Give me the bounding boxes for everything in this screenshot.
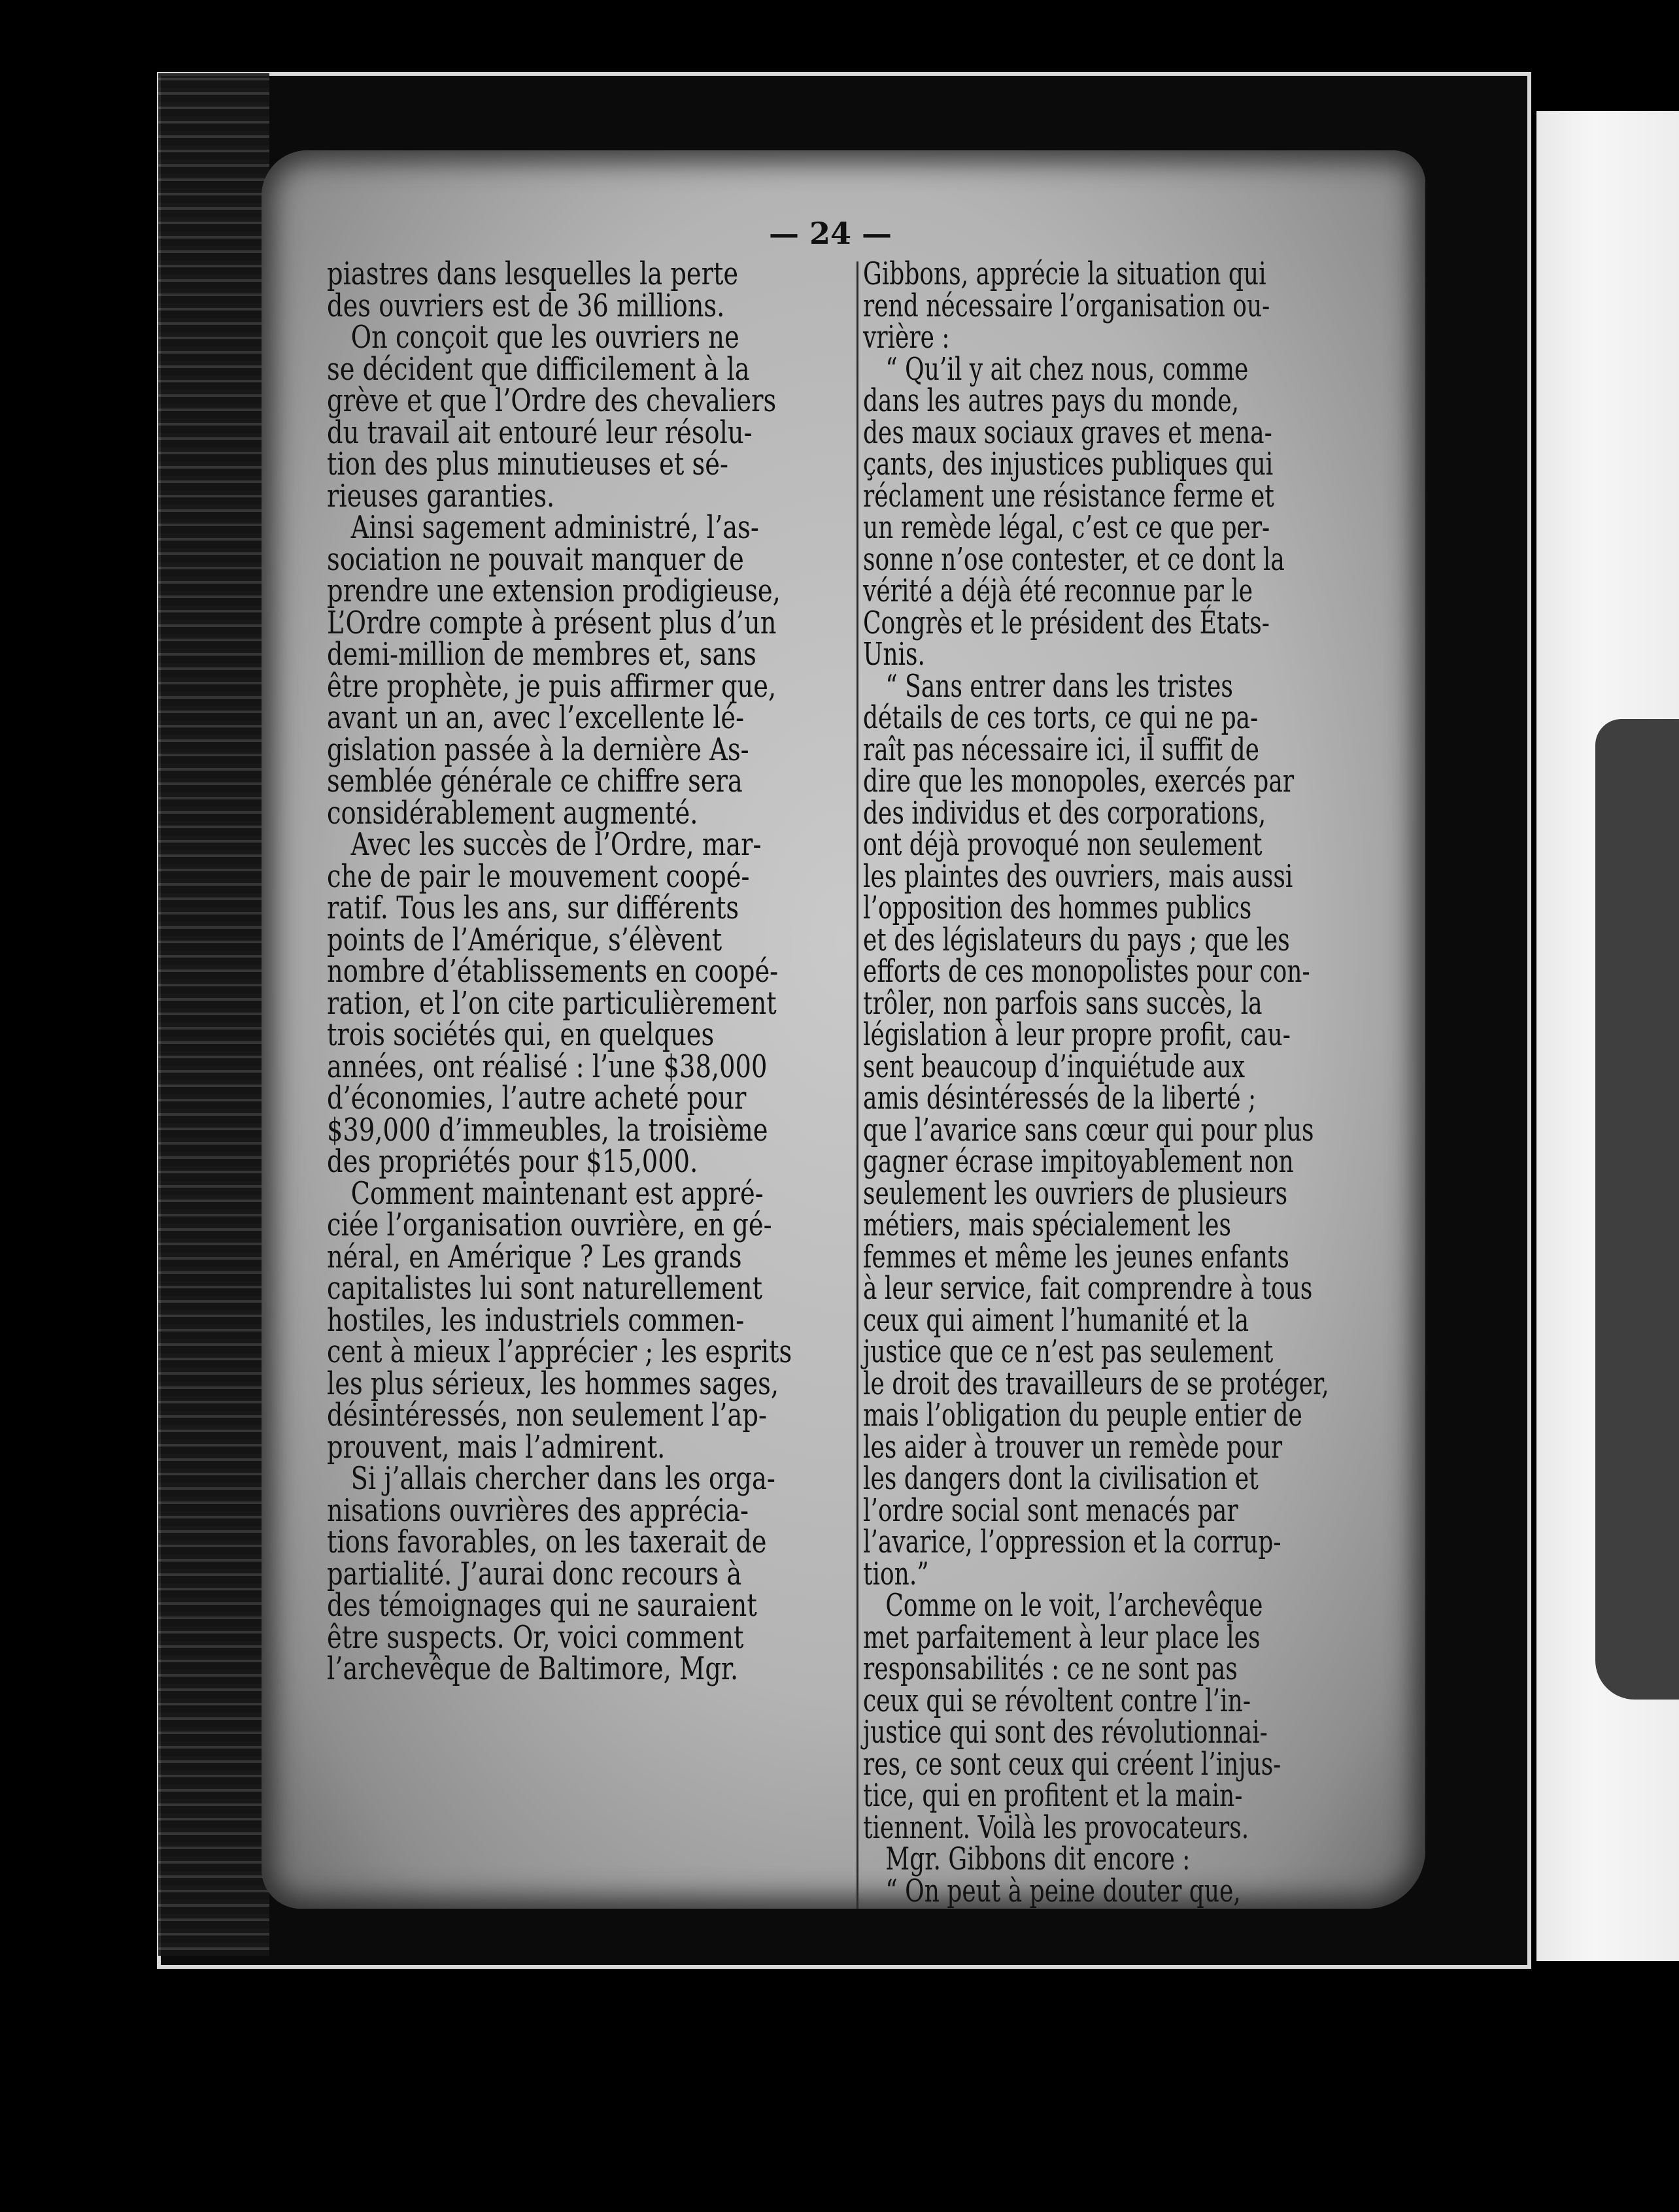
text-line: des témoignages qui ne sauraient (327, 1587, 757, 1624)
text-line: L’Ordre compte à présent plus d’un (327, 604, 777, 641)
text-line: des ouvriers est de 36 millions. (327, 287, 725, 324)
text-line: Comme on le voit, l’archevêque (863, 1587, 1263, 1624)
text-line: points de l’Amérique, s’élèvent (327, 921, 722, 958)
text-line: les aider à trouver un remède pour (863, 1428, 1283, 1466)
text-line: rend nécessaire l’organisation ou- (863, 287, 1270, 324)
text-line: désintéressés, non seulement l’ap- (327, 1397, 767, 1433)
text-line: trois sociétés qui, en quelques (327, 1016, 715, 1053)
text-line: On conçoit que les ouvriers ne (327, 319, 739, 356)
text-line: Comment maintenant est appré- (327, 1175, 764, 1212)
text-line: responsabilités : ce ne sont pas (863, 1651, 1238, 1687)
page-number: — 24 — (768, 216, 892, 251)
text-line: rieuses garanties. (327, 477, 555, 514)
text-line: efforts de ces monopolistes pour con- (863, 953, 1310, 990)
text-line: Gibbons, apprécie la situation qui (863, 256, 1266, 292)
text-line: vrière : (863, 319, 950, 356)
text-line: sent beaucoup d’inquiétude aux (863, 1048, 1246, 1085)
text-line: les plaintes des ouvriers, mais aussi (863, 858, 1293, 895)
text-line: ceux qui se révoltent contre l’in- (863, 1682, 1251, 1719)
text-line: tion.” (863, 1555, 929, 1592)
text-line: des propriétés pour $15,000. (327, 1143, 698, 1180)
right-column (863, 258, 1353, 1907)
text-line: piastres dans lesquelles la perte (327, 256, 739, 292)
text-line: néral, en Amérique ? Les grands (327, 1238, 742, 1275)
text-line: détails de ces torts, ce qui ne pa- (863, 699, 1259, 736)
text-line: justice qui sont des révolutionnai- (863, 1714, 1268, 1751)
text-line: amis désintéressés de la liberté ; (863, 1080, 1257, 1116)
text-line: les plus sérieux, les hommes sages, (327, 1365, 779, 1402)
text-line: Ainsi sagement administré, l’as- (327, 509, 759, 546)
text-line: ciée l’organisation ouvrière, en gé- (327, 1207, 772, 1243)
text-line: dire que les monopoles, exercés par (863, 763, 1295, 799)
text-line: çants, des injustices publiques qui (863, 446, 1274, 482)
text-line: du travail ait entouré leur résolu- (327, 414, 753, 451)
text-line: cent à mieux l’apprécier ; les esprits (327, 1333, 792, 1370)
text-line: tiennent. Voilà les provocateurs. (863, 1809, 1249, 1846)
text-line: tion des plus minutieuses et sé- (327, 446, 728, 482)
text-line: demi-million de membres et, sans (327, 636, 756, 673)
text-line: l’opposition des hommes publics (863, 890, 1252, 926)
text-line: dans les autres pays du monde, (863, 382, 1240, 419)
text-line: tions favorables, on les taxerait de (327, 1524, 767, 1560)
text-line: ration, et l’on cite particulièrement (327, 984, 777, 1022)
text-line: ceux qui aiment l’humanité et la (863, 1301, 1249, 1339)
text-line: $39,000 d’immeubles, la troisième (327, 1111, 768, 1148)
text-line: Unis. (863, 636, 925, 673)
text-line: et des législateurs du pays ; que les (863, 921, 1290, 958)
text-line: mais l’obligation du peuple entier de (863, 1397, 1302, 1433)
text-line: ratif. Tous les ans, sur différents (327, 890, 739, 926)
text-line: Avec les succès de l’Ordre, mar- (327, 826, 762, 863)
text-line: justice que ce n’est pas seulement (863, 1333, 1274, 1370)
text-line: l’ordre social sont menacés par (863, 1492, 1238, 1529)
text-line: le droit des travailleurs de se protéger, (863, 1365, 1329, 1402)
text-line: “ On peut à peine douter que, (863, 1872, 1241, 1909)
text-line: trôler, non parfois sans succès, la (863, 984, 1263, 1022)
text-line: sociation ne pouvait manquer de (327, 541, 744, 578)
text-line: vérité a déjà été reconnue par le (863, 573, 1253, 609)
text-line: l’archevêque de Baltimore, Mgr. (327, 1651, 739, 1687)
text-line: avant un an, avec l’excellente lé- (327, 699, 745, 736)
text-line: années, ont réalisé : l’une $38,000 (327, 1048, 768, 1085)
text-line: che de pair le mouvement coopé- (327, 858, 750, 895)
text-line: grève et que l’Ordre des chevaliers (327, 382, 777, 419)
text-line: “ Sans entrer dans les tristes (863, 667, 1233, 705)
text-line: à leur service, fait comprendre à tous (863, 1270, 1313, 1307)
text-line: res, ce sont ceux qui créent l’injus- (863, 1745, 1281, 1783)
text-line: métiers, mais spécialement les (863, 1207, 1231, 1243)
text-line: Mgr. Gibbons dit encore : (863, 1841, 1191, 1877)
left-column (327, 258, 850, 1685)
text-line: un remède légal, c’est ce que per- (863, 509, 1270, 546)
text-line: tice, qui en profitent et la main- (863, 1777, 1243, 1814)
text-line: être prophète, je puis affirmer que, (327, 667, 777, 705)
text-line: raît pas nécessaire ici, il suffit de (863, 731, 1259, 768)
text-line: Si j’allais chercher dans les orga- (327, 1460, 775, 1497)
text-line: partialité. J’aurai donc recours à (327, 1555, 742, 1592)
text-line: d’économies, l’autre acheté pour (327, 1080, 747, 1116)
text-line: réclament une résistance ferme et (863, 477, 1274, 514)
facing-page-stain (1595, 719, 1679, 1700)
text-line: capitalistes lui sont naturellement (327, 1270, 763, 1307)
text-line: “ Qu’il y ait chez nous, comme (863, 350, 1249, 388)
text-line: se décident que difficilement à la (327, 350, 750, 388)
text-line: considérablement augmenté. (327, 794, 698, 831)
text-line: être suspects. Or, voici comment (327, 1618, 744, 1656)
text-line: prendre une extension prodigieuse, (327, 573, 781, 609)
text-line: ont déjà provoqué non seulement (863, 826, 1263, 863)
text-line: des individus et des corporations, (863, 794, 1266, 831)
text-line: gislation passée à la dernière As- (327, 731, 749, 768)
text-line: prouvent, mais l’admirent. (327, 1428, 666, 1466)
text-line: semblée générale ce chiffre sera (327, 763, 743, 799)
column-divider (856, 261, 858, 1909)
text-line: les dangers dont la civilisation et (863, 1460, 1259, 1497)
text-line: Congrès et le président des États- (863, 604, 1270, 641)
text-line: que l’avarice sans cœur qui pour plus (863, 1111, 1314, 1148)
text-line: sonne n’ose contester, et ce dont la (863, 541, 1285, 578)
text-line: gagner écrase impitoyablement non (863, 1143, 1294, 1180)
text-line: hostiles, les industriels commen- (327, 1301, 745, 1339)
text-line: des maux sociaux graves et mena- (863, 414, 1272, 451)
text-line: seulement les ouvriers de plusieurs (863, 1175, 1288, 1212)
text-line: nombre d’établissements en coopé- (327, 953, 779, 990)
text-line: met parfaitement à leur place les (863, 1618, 1261, 1656)
text-line: l’avarice, l’oppression et la corrup- (863, 1524, 1281, 1560)
book-spine (158, 73, 269, 1956)
text-line: nisations ouvrières des apprécia- (327, 1492, 749, 1529)
text-line: législation à leur propre profit, cau- (863, 1016, 1291, 1053)
text-line: femmes et même les jeunes enfants (863, 1238, 1289, 1275)
